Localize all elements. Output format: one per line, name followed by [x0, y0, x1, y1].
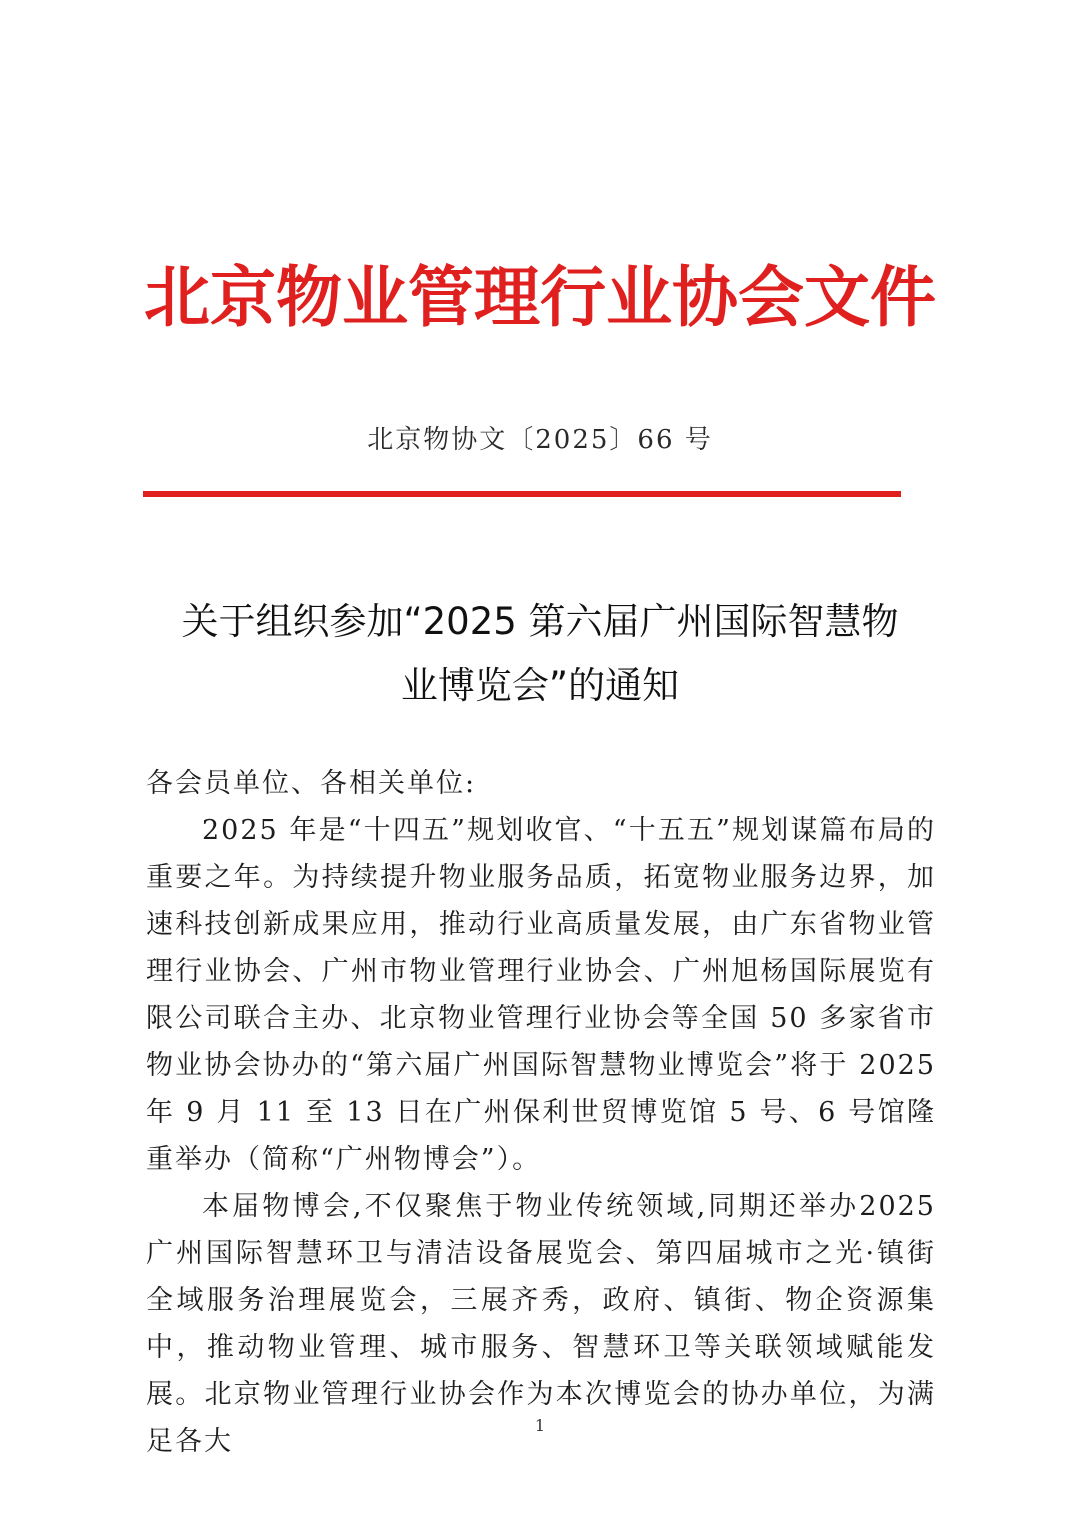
salutation: 各会员单位、各相关单位: [146, 768, 477, 799]
issuing-organization-title: 北京物业管理行业协会文件 [144, 258, 936, 336]
document-number: 北京物协文〔2025〕66 号 [367, 425, 713, 455]
notice-title [130, 590, 950, 718]
page-number: 1 [534, 1416, 546, 1435]
notice-title-line-1: 关于组织参加“2025 第六届广州国际智慧物 [181, 600, 899, 643]
body-paragraph: 2025 年是“十四五”规划收官、“十五五”规划谋篇布局的重要之年。为持续提升物业服务品质，拓宽物业服务边界，加速科技创新成果应用，推动行业高质量发展，由广东省物业管理行业协会、广州市物业管理行业协会、广州旭杨国际展览有限公司联合主办、北京物业管理行业协会等全国 50 多家省市物业协会协办的“第六届广州国际智慧物业博览会”将于 2025 年 9 月 11 至 13 日在广州保利世贸博览馆 5 号、6 号馆隆重举办（简称“广州物博会”）。 [146, 815, 936, 1175]
body-paragraph: 本届物博会,不仅聚焦于物业传统领域,同期还举办2025广州国际智慧环卫与清洁设备展览会、第四届城市之光·镇街全域服务治理展览会，三展齐秀，政府、镇街、物企资源集中，推动物业管理、城市服务、智慧环卫等关联领域赋能发展。北京物业管理行业协会作为本次博览会的协办单位，为满足各大 [146, 1191, 936, 1457]
red-divider-line [143, 491, 901, 497]
notice-body [146, 760, 936, 1465]
notice-title-line-2: 业博览会”的通知 [400, 664, 680, 707]
